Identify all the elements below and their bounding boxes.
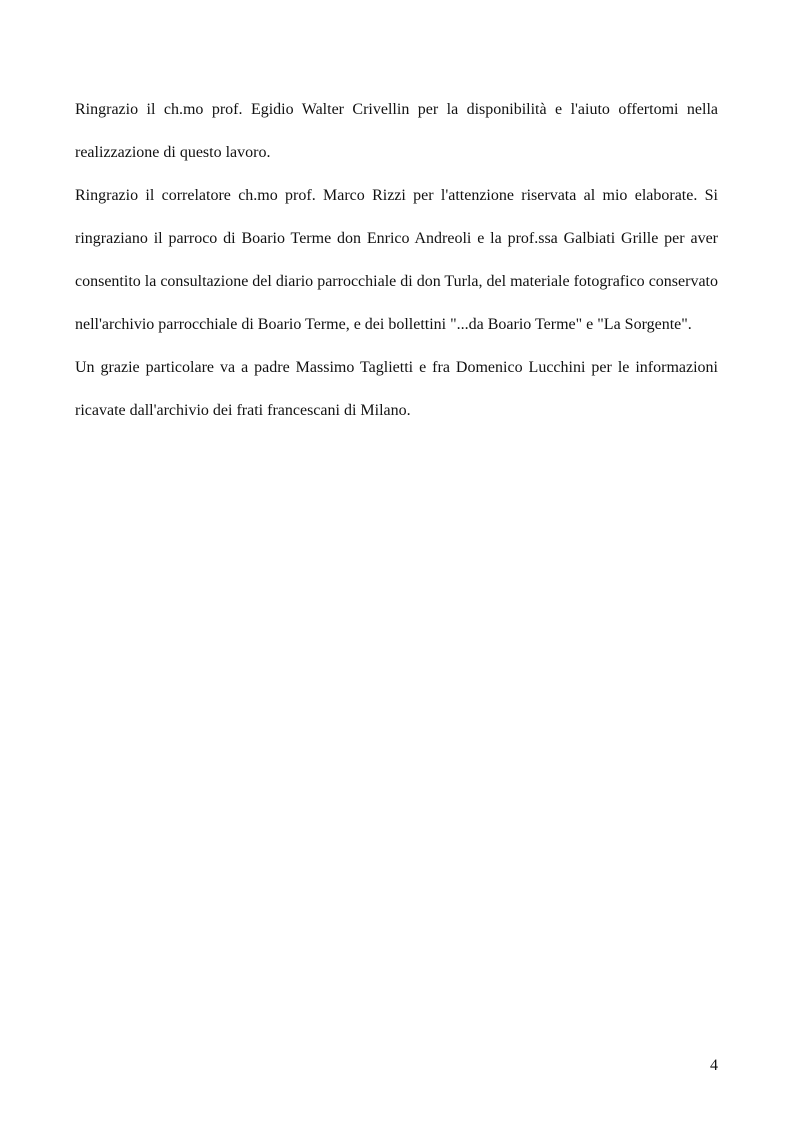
paragraph-thanks-correlator: Ringrazio il correlatore ch.mo prof. Marco Rizzi per l'attenzione riservata al mio elaborate. Si ringraziano il parroco di Boario Terme don Enrico Andreoli e la prof.ssa Galbiati Grille per aver consentito la consultazione del diario parrocchiale di don Turla, del materiale fotografico conservato nell'archivio parrocchiale di Boario Terme, e dei bollettini "...da Boario Terme" e "La Sorgente". (75, 187, 718, 333)
page-number: 4 (710, 1057, 718, 1074)
paragraph-thanks-advisor: Ringrazio il ch.mo prof. Egidio Walter Crivellin per la disponibilità e l'aiuto offertomi nella realizzazione di questo lavoro. (75, 101, 718, 161)
acknowledgements-text (75, 88, 718, 432)
paragraph-thanks-friars: Un grazie particolare va a padre Massimo Taglietti e fra Domenico Lucchini per le informazioni ricavate dall'archivio dei frati francescani di Milano. (75, 359, 718, 419)
